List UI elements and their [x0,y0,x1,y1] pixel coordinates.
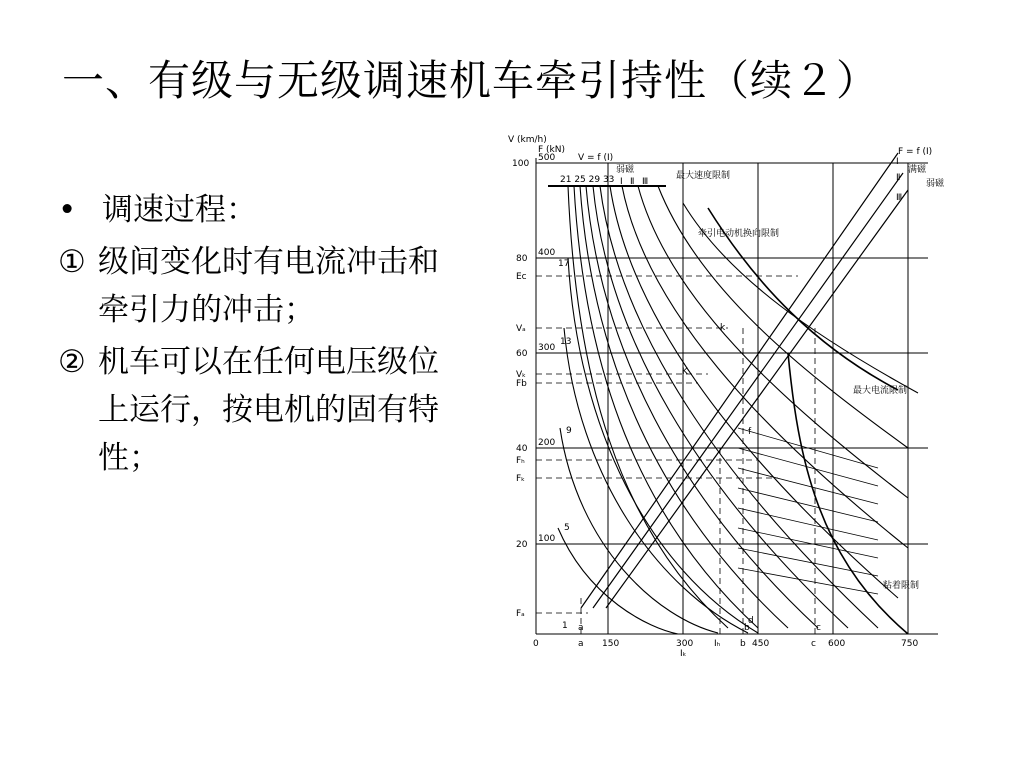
list-item [58,338,468,482]
adhesion-limit-label: 粘着限制 [883,581,920,591]
point-label: c [816,623,821,633]
f-mark: Fb [516,379,527,389]
x-tick: b [740,639,746,649]
f-tick: 300 [538,343,556,353]
item-marker: ① [58,244,86,280]
x-tick: 750 [901,639,919,649]
point-label: b [744,623,750,633]
v-tick: 100 [512,159,530,169]
current-limit-label: 最大电流限制 [853,386,908,396]
x-axis-label: Iₖ [680,649,687,658]
x-tick: c [811,639,816,649]
traction-characteristic-figure [498,128,968,658]
roman-1: Ⅰ [620,177,623,187]
force-lines [581,153,908,608]
f-tick: 500 [538,153,556,163]
roman-2: Ⅱ [630,177,635,187]
item-text: 级间变化时有电流冲击和牵引力的冲击； [98,244,439,328]
speed-limit-label: 最大速度限制 [676,171,731,181]
x-tick: 450 [752,639,770,649]
v-mark: Ec [516,272,527,282]
roman-2-right: Ⅱ [896,173,901,183]
f-tick: 100 [538,534,556,544]
roman-1-right: Ⅰ [896,157,899,167]
list-item [58,238,468,334]
notch-label: 5 [564,523,570,533]
x-tick: 0 [533,639,539,649]
v-axis-label: V (km/h) [508,135,547,145]
f-mark: Fₐ [516,609,525,619]
weak-field-label-right: 弱磁 [926,179,945,189]
notch-label: 9 [566,426,572,436]
top-formula: V = f (I) [578,153,614,163]
point-label: a [578,623,584,633]
v-tick: 80 [516,254,528,264]
traction-diagram [498,128,968,658]
right-formula: F = f (I) [898,147,933,157]
weak-field-label: 弱磁 [616,165,635,175]
f-tick: 400 [538,248,556,258]
item-marker: ② [58,344,86,380]
notch-label: 21 25 29 33 [560,175,615,185]
x-tick: 300 [676,639,694,649]
roman-3-right: Ⅲ [896,193,903,203]
x-tick: Iₕ [714,639,721,649]
slide-title: 一、有级与无级调速机车牵引持性（续２） [62,56,880,105]
v-tick: 60 [516,349,528,359]
point-label: k [720,323,726,333]
point-label: K [682,367,688,377]
point-label: f [748,427,752,437]
heading-text: 调速过程： [102,192,257,228]
v-tick: 20 [516,540,528,550]
bullet-heading [58,186,468,234]
notch-label: 1 [562,621,568,631]
full-field-label: 满磁 [908,165,927,175]
v-tick: 40 [516,444,528,454]
notch-label: 17 [558,259,570,269]
bullet-dot: • [58,192,77,228]
v-mark: Vₖ [516,370,526,380]
commutation-limit-label: 牵引电动机换向限制 [698,229,780,239]
x-tick: 600 [828,639,846,649]
point-label: d [748,616,754,626]
force-curves [738,428,878,594]
f-mark: Fₕ [516,456,525,466]
slide-body [58,186,468,482]
x-tick: a [578,639,584,649]
roman-3: Ⅲ [642,177,649,187]
f-axis-label: F (kN) [538,145,566,155]
item-text: 机车可以在任何电压级位上运行，按电机的固有特性； [98,344,439,476]
v-mark: Vₐ [516,324,526,334]
f-mark: Fₖ [516,474,526,484]
notch-label: 13 [560,337,572,347]
f-tick: 200 [538,438,556,448]
x-tick: 150 [602,639,620,649]
